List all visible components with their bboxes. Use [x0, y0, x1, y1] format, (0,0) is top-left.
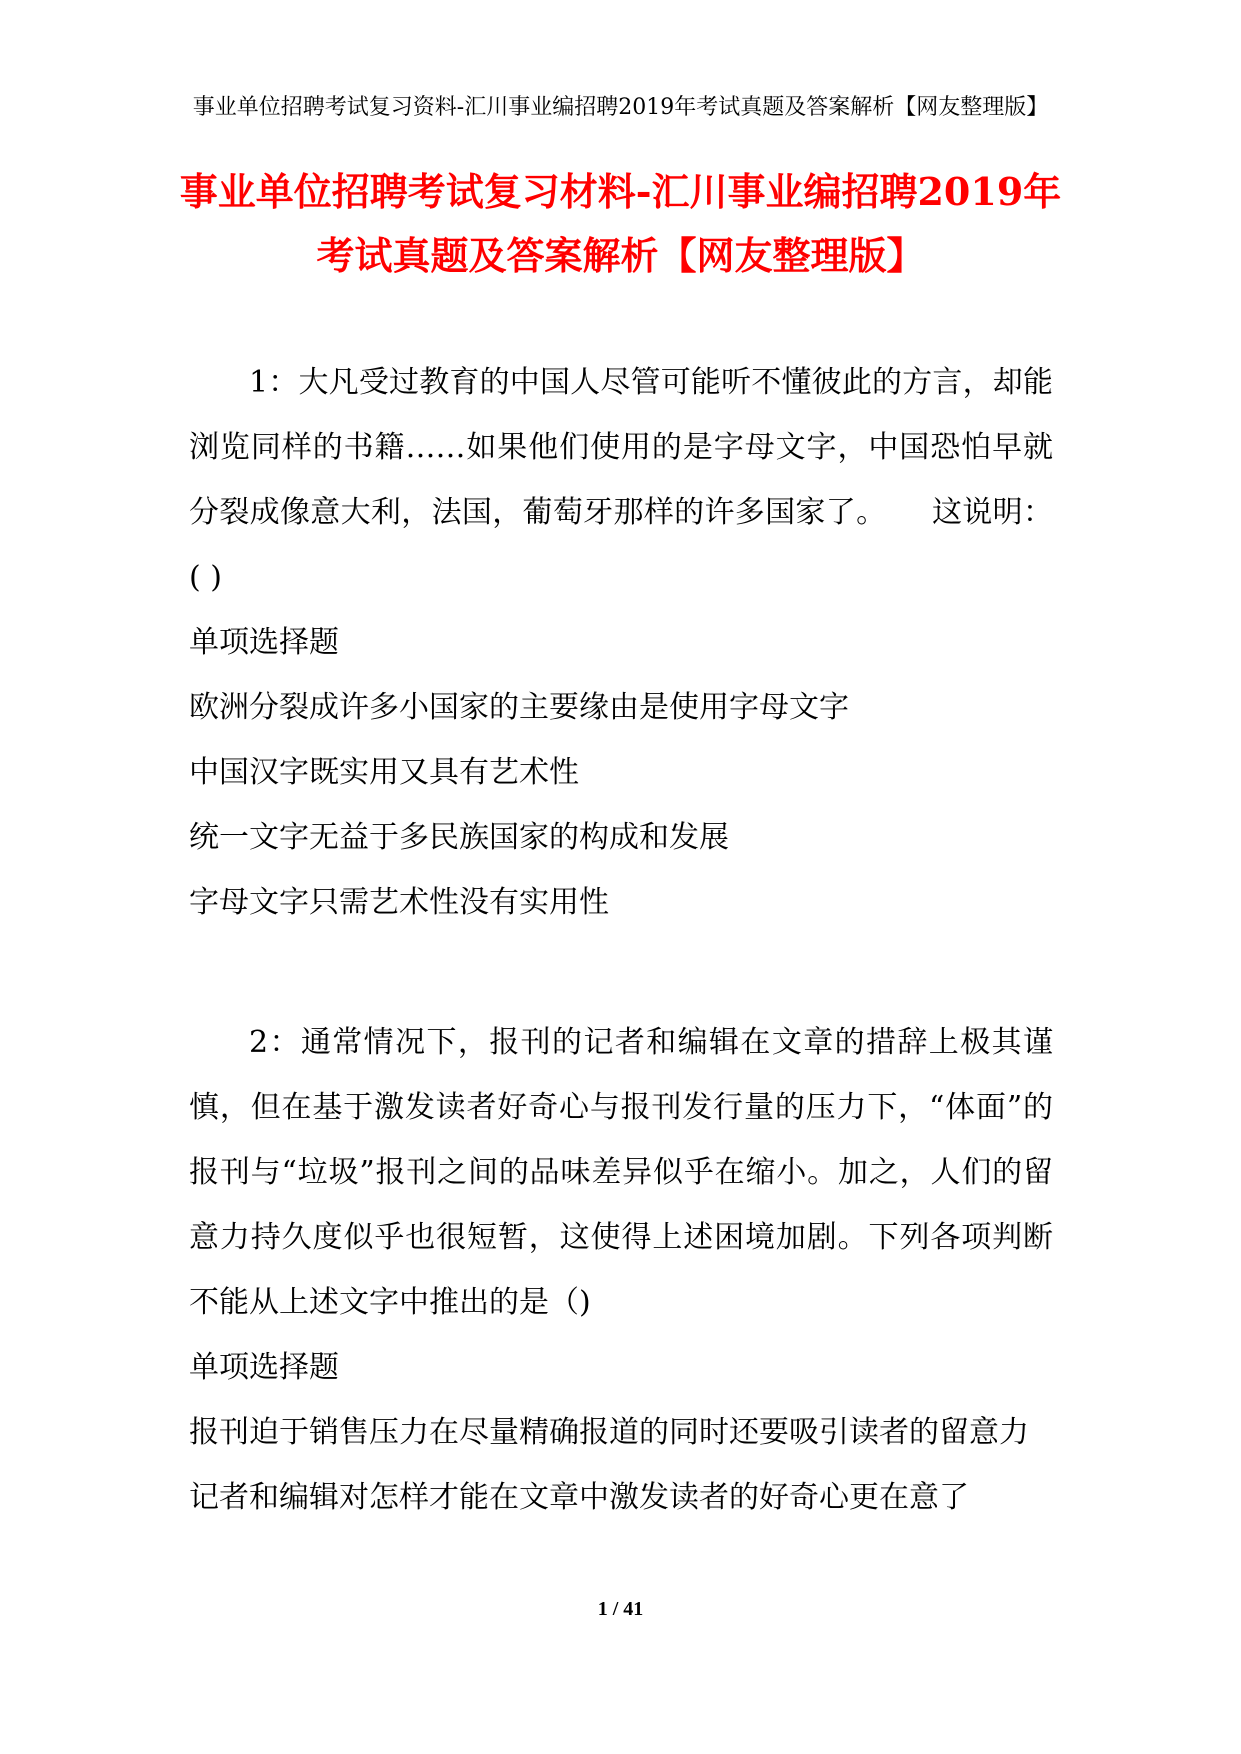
question-1	[189, 350, 1053, 935]
question-2-option-a: 报刊迫于销售压力在尽量精确报道的同时还要吸引读者的留意力	[189, 1415, 1029, 1450]
question-2-option-b: 记者和编辑对怎样才能在文章中激发读者的好奇心更在意了	[189, 1480, 969, 1515]
question-1-option-c: 统一文字无益于多民族国家的构成和发展	[189, 820, 729, 855]
question-2	[189, 1010, 1053, 1530]
question-1-option-d: 字母文字只需艺术性没有实用性	[189, 885, 609, 920]
page-indicator: 1 / 41	[597, 1598, 644, 1620]
question-1-option-a: 欧洲分裂成许多小国家的主要缘由是使用字母文字	[189, 690, 849, 725]
document-title-line-1: 事业单位招聘考试复习材料-汇川事业编招聘2019年	[179, 169, 1062, 214]
question-1-stem: 1：大凡受过教育的中国人尽管可能听不懂彼此的方言，却能浏览同样的书籍……如果他们使用的是字母文字，中国恐怕早就分裂成像意大利，法国，葡萄牙那样的许多国家了。 这说明：( )	[189, 365, 1053, 595]
question-1-option-b: 中国汉字既实用又具有艺术性	[189, 755, 579, 790]
question-1-type: 单项选择题	[189, 625, 339, 660]
document-title-line-2: 考试真题及答案解析【网友整理版】	[316, 233, 925, 278]
running-header: 事业单位招聘考试复习资料-汇川事业编招聘2019年考试真题及答案解析【网友整理版】	[192, 95, 1049, 120]
question-2-type: 单项选择题	[189, 1350, 339, 1385]
question-2-stem: 2：通常情况下，报刊的记者和编辑在文章的措辞上极其谨慎，但在基于激发读者好奇心与报刊发行量的压力下，“体面”的报刊与“垃圾”报刊之间的品味差异似乎在缩小。加之，人们的留意力持久度似乎也很短暂，这使得上述困境加剧。下列各项判断不能从上述文字中推出的是（)	[189, 1025, 1053, 1320]
document-title	[150, 160, 1091, 288]
